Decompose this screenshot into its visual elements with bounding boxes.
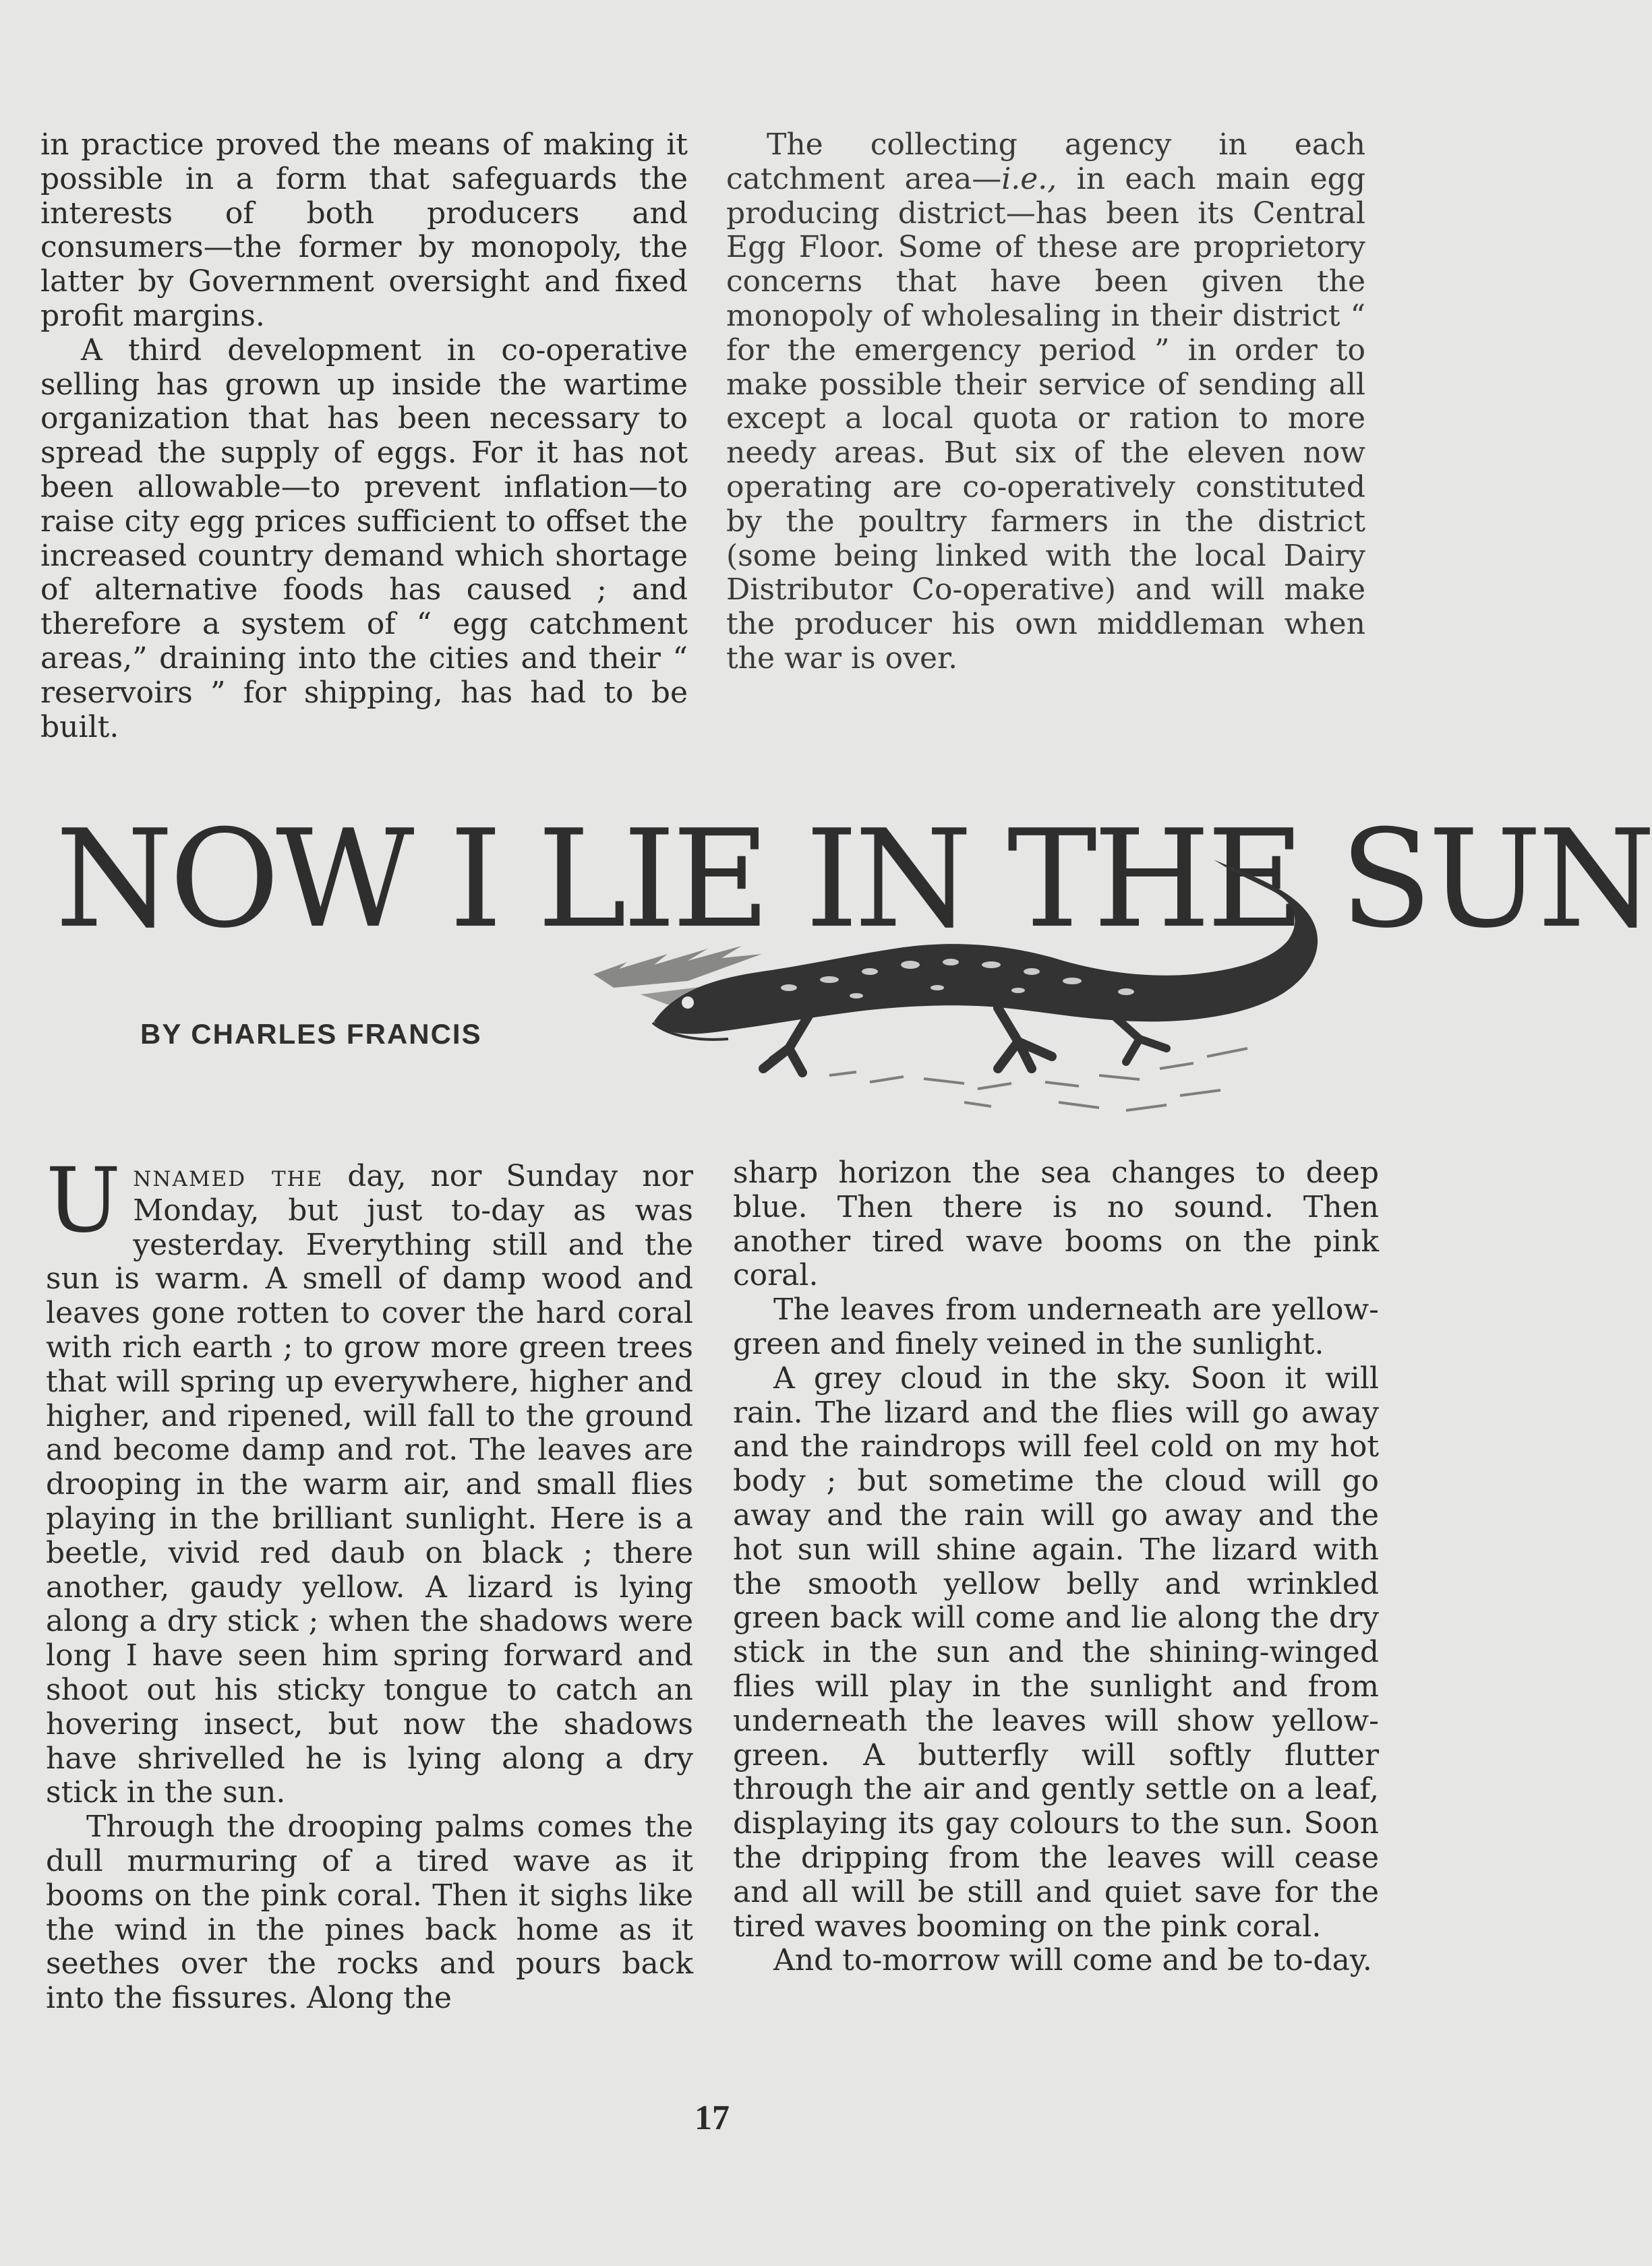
byline: BY CHARLES FRANCIS — [140, 1018, 482, 1050]
paragraph: Through the drooping palms comes the dull murmuring of a tired wave as it booms on the pink coral. Then it sighs like the wind in the pines back home as it seethes over the rocks and pours back into the fissures. Along the — [46, 1810, 693, 2016]
text-run: day, nor Sunday nor Monday, but just to-day as was yesterday. Everything still and the sun is warm. A smell of damp wood and leaves gone rotten to cover the hard coral with rich earth ; to grow more green trees that will spring up everywhere, higher and higher, and ripened, will fall to the ground and become damp and rot. The leaves are drooping in the warm air, and small flies playing in the brilliant sunlight. Here is a beetle, vivid red daub on black ; there another, gaudy yellow. A lizard is lying along a dry stick ; when the shadows were long I have seen him spring forward and shoot out his sticky tongue to catch an hovering insect, but now the shadows have shrivelled he is lying along a dry stick in the sun. — [46, 1159, 693, 1810]
paragraph: A grey cloud in the sky. Soon it will rain. The lizard and the flies will go away and the raindrops will feel cold on my hot body ; but sometime the cloud will go away and the rain will go away and the hot sun will shine again. The lizard with the smooth yellow belly and wrinkled green back will come and lie along the dry stick in the sun and the shining-winged flies will play in the sunlight and from underneath the leaves will show yellow-green. A butterfly will softly flutter through the air and gently settle on a leaf, displaying its gay colours to the sun. Soon the dripping from the leaves will cease and all will be still and quiet save for the tired waves booming on the pink coral. — [733, 1361, 1379, 1944]
paragraph: The leaves from underneath are yellow-green and finely veined in the sunlight. — [733, 1292, 1379, 1361]
paragraph — [726, 128, 1365, 676]
italic-text: i.e., — [1001, 161, 1057, 196]
top-right-column — [726, 128, 1365, 676]
paragraph: And to-morrow will come and be to-day. — [773, 1943, 1372, 1978]
article-left-column — [46, 1149, 693, 2016]
article-right-column — [733, 1156, 1379, 1978]
paragraph: sharp horizon the sea changes to deep blue. Then there is no sound. Then another tired wave booms on the pink coral. — [733, 1156, 1379, 1293]
text-run: in each main egg producing district—has been its Central Egg Floor. Some of these are proprietory concerns that have been given the monopoly of wholesaling in their district “ for the emergency period ” in order to make possible their service of sending all except a local quota or ration to more needy areas. But six of the eleven now operating are co-operatively constituted by the poultry farmers in the district (some being linked with the local Dairy Distributor Co-operative) and will make the producer his own middleman when the war is over. — [726, 161, 1366, 676]
article-title: NOW I LIE IN THE SUN — [55, 801, 1652, 958]
text-run: The collecting agency in each catchment area— — [726, 127, 1365, 196]
paragraph: in practice proved the means of making it possible in a form that safeguards the interests of both producers and consumers—the former by monopoly, the latter by Government oversight and fixed profit margins. — [40, 127, 688, 333]
lizard-illustration-icon — [587, 846, 1376, 1136]
top-left-column — [40, 128, 688, 744]
paragraph: A third development in co-operative selling has grown up inside the wartime organization that has been necessary to spread the supply of eggs. For it has not been allowable—to prevent inflation—to raise city egg prices sufficient to offset the increased country demand which shortage of alternative foods has caused ; and therefore a system of “ egg catchment areas,” draining into the cities and their “ reservoirs ” for shipping, has had to be built. — [40, 332, 688, 744]
paragraph — [46, 1149, 693, 1810]
lead-in: nnamed the — [133, 1159, 324, 1193]
drop-cap: U — [46, 1149, 121, 1253]
page-number: 17 — [695, 2099, 730, 2137]
